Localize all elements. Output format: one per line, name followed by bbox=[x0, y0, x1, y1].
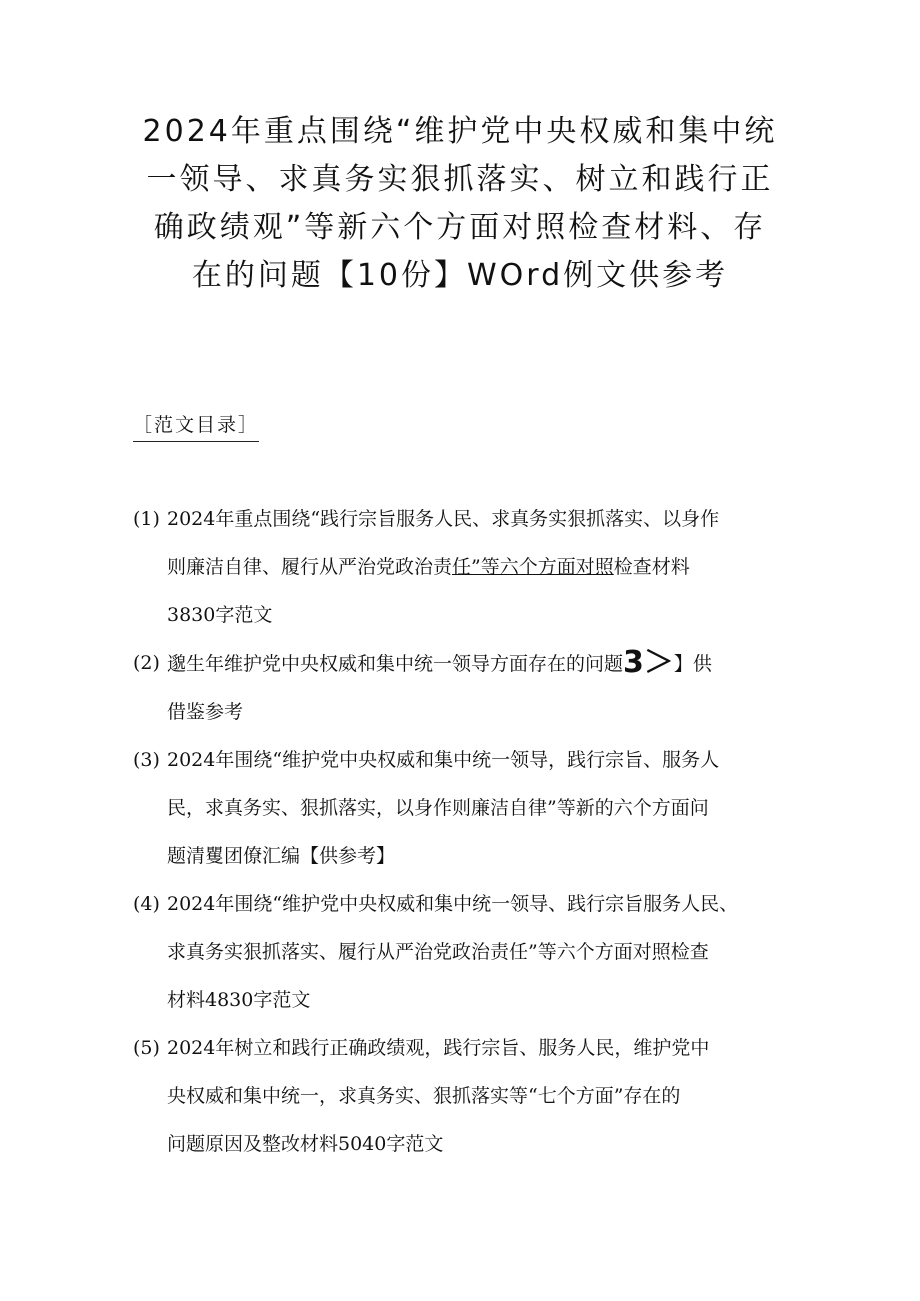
entry-line: 3830字范文 bbox=[167, 604, 273, 626]
entry-line: 材料4830字范文 bbox=[167, 989, 311, 1011]
title-line: 确政绩观”等新六个方面对照检查材料、存 bbox=[153, 210, 767, 245]
entry-line: 2024年树立和践行正确政绩观，践行宗旨、服务人民，维护党中 bbox=[167, 1037, 710, 1059]
entry-number: (2) bbox=[133, 652, 160, 674]
toc-entry bbox=[133, 880, 793, 1024]
entry-text: 】供 bbox=[673, 653, 712, 675]
entry-line: 题清矍团僚汇编【供参考】 bbox=[167, 845, 396, 867]
toc-entry bbox=[133, 1024, 793, 1168]
document-title bbox=[130, 108, 790, 300]
entry-number: (5) bbox=[133, 1037, 160, 1059]
entry-line: 民，求真务实、狠抓落实，以身作则廉洁自律”等新的六个方面问 bbox=[167, 797, 709, 819]
large-glyph-text: 3＞ bbox=[623, 645, 674, 680]
toc-entry bbox=[133, 736, 793, 880]
entry-text: 检查材料 bbox=[613, 556, 690, 578]
entry-text: 则廉洁自律、履行从严治党政治责 bbox=[167, 556, 453, 578]
entry-line bbox=[167, 639, 793, 688]
title-line: 在的问题【10份】WOrd例文供参考 bbox=[191, 258, 729, 293]
entry-line: 2024年重点围绕“践行宗旨服务人民、求真务实狠抓落实、以身作 bbox=[167, 508, 720, 530]
entry-number: (3) bbox=[133, 749, 160, 771]
entry-text: 邈生年维护党中央权威和集中统一领导方面存在的问题 bbox=[167, 653, 624, 675]
entry-line: 借鉴参考 bbox=[167, 701, 244, 723]
title-line: 一领导、求真务实狠抓落实、树立和践行正 bbox=[146, 162, 774, 197]
entry-line: 问题原因及整改材料5040字范文 bbox=[167, 1133, 444, 1155]
entry-number: (1) bbox=[133, 508, 160, 530]
toc-list bbox=[133, 495, 793, 1168]
entry-line: 2024年围绕“维护党中央权威和集中统一领导，践行宗旨、服务人 bbox=[167, 749, 720, 771]
entry-line: 央权威和集中统一，求真务实、狠抓落实等“七个方面”存在的 bbox=[167, 1085, 681, 1107]
entry-number: (4) bbox=[133, 893, 160, 915]
toc-entry bbox=[133, 495, 793, 639]
entry-line: 2024年围绕“维护党中央权威和集中统一领导、践行宗旨服务人民、 bbox=[167, 893, 739, 915]
title-line: 2024年重点围绕“维护党中央权威和集中统 bbox=[142, 114, 778, 149]
entry-line bbox=[167, 543, 793, 591]
toc-entry bbox=[133, 639, 793, 736]
toc-heading: ［范文目录］ bbox=[133, 410, 259, 442]
entry-line: 求真务实狠抓落实、履行从严治党政治责任”等六个方面对照检查 bbox=[167, 941, 709, 963]
underlined-text: 任”等六个方面对照 bbox=[452, 556, 614, 578]
